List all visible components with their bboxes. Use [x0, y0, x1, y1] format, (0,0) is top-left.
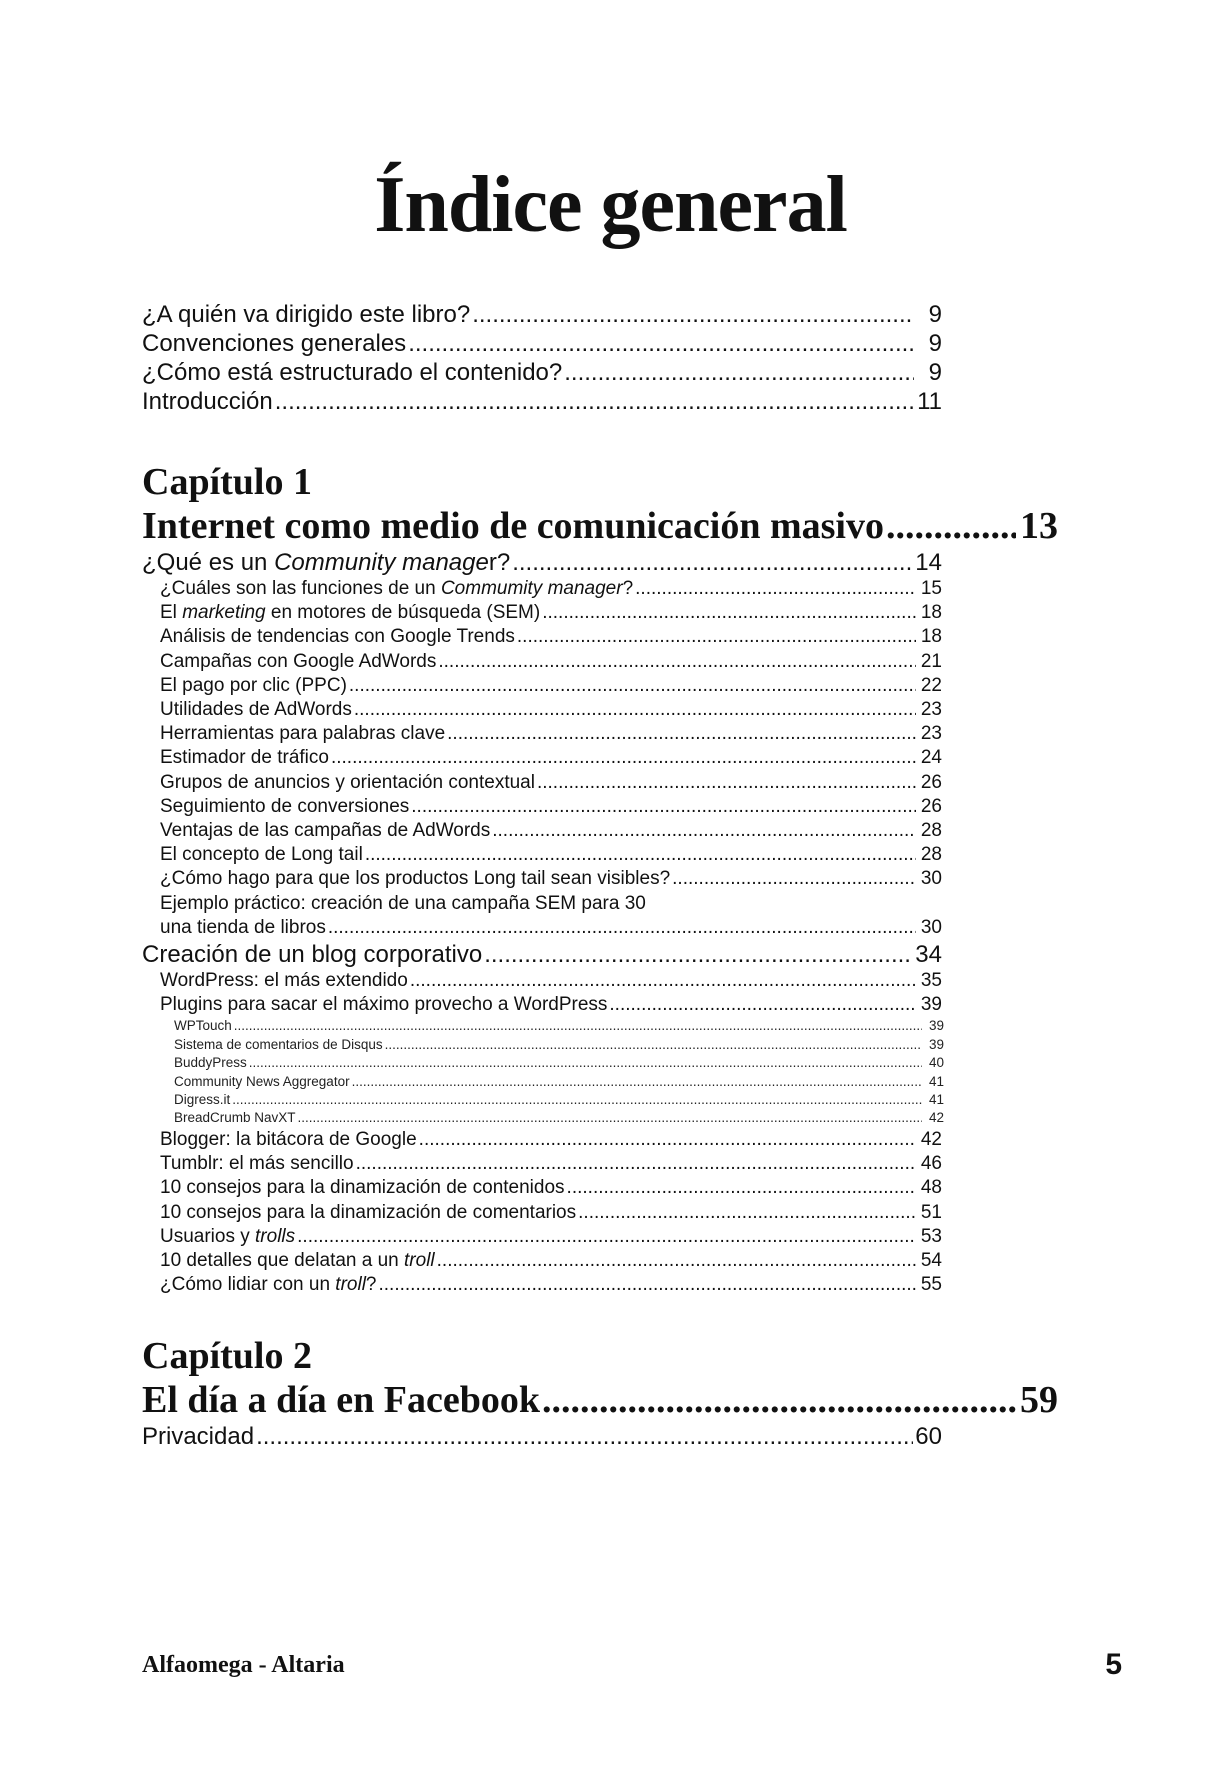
- front-matter-list: [142, 300, 1058, 416]
- toc-entry[interactable]: Convenciones generales ..... 9: [142, 329, 942, 358]
- chapter-2-section: [142, 1334, 1058, 1451]
- toc-subentry[interactable]: Herramientas para palabras clave ..... 23: [160, 722, 942, 746]
- toc-section-entry[interactable]: Privacidad ..... 60: [142, 1422, 942, 1451]
- toc-section-entry[interactable]: ¿Qué es un Community manager? ..... 14: [142, 548, 942, 577]
- toc-plugin-entry[interactable]: BuddyPress ..... 40: [174, 1054, 944, 1072]
- toc-subentry[interactable]: Grupos de anuncios y orientación contextual ..... 26: [160, 771, 942, 795]
- toc-subentry[interactable]: Análisis de tendencias con Google Trends ..... 18: [160, 625, 942, 649]
- toc-entry[interactable]: ¿Cómo está estructurado el contenido? ..... 9: [142, 358, 942, 387]
- chapter-2-title-entry[interactable]: El día a día en Facebook ..... 59: [142, 1378, 1058, 1422]
- toc-subentry[interactable]: El marketing en motores de búsqueda (SEM) ..... 18: [160, 601, 942, 625]
- toc-subentry[interactable]: Ventajas de las campañas de AdWords ..... 28: [160, 819, 942, 843]
- toc-plugin-entry[interactable]: Digress.it ..... 41: [174, 1091, 944, 1109]
- toc-subentry[interactable]: Usuarios y trolls ..... 53: [160, 1225, 942, 1249]
- toc-subentry-wrapped-line[interactable]: Ejemplo práctico: creación de una campaña SEM para 30: [160, 892, 646, 914]
- publisher-name: Alfaomega - Altaria: [142, 1652, 345, 1678]
- toc-subentry[interactable]: ¿Cómo hago para que los productos Long tail sean visibles? ..... 30: [160, 867, 942, 891]
- toc-subentry[interactable]: 10 consejos para la dinamización de comentarios ..... 51: [160, 1201, 942, 1225]
- toc-entry[interactable]: Introducción ..... 11: [142, 387, 942, 416]
- toc-subentry[interactable]: Tumblr: el más sencillo ..... 46: [160, 1152, 942, 1176]
- toc-entry[interactable]: ¿A quién va dirigido este libro? ..... 9: [142, 300, 942, 329]
- toc-plugin-entry[interactable]: Community News Aggregator ..... 41: [174, 1073, 944, 1091]
- toc-plugin-entry[interactable]: WPTouch ..... 39: [174, 1017, 944, 1035]
- toc-subentry[interactable]: ¿Cuáles son las funciones de un Commumity manager? ..... 15: [160, 577, 942, 601]
- toc-subentry[interactable]: ¿Cómo lidiar con un troll? ..... 55: [160, 1273, 942, 1297]
- toc-plugin-entry[interactable]: BreadCrumb NavXT ..... 42: [174, 1109, 944, 1127]
- toc-subentry[interactable]: Seguimiento de conversiones ..... 26: [160, 795, 942, 819]
- toc-subentry[interactable]: Plugins para sacar el máximo provecho a WordPress ..... 39: [160, 993, 942, 1017]
- page-title: Índice general: [374, 161, 847, 249]
- toc-subentry[interactable]: Estimador de tráfico ..... 24: [160, 746, 942, 770]
- toc-subentry[interactable]: 10 detalles que delatan a un troll ..... 54: [160, 1249, 942, 1273]
- chapter-1-section: [142, 460, 1058, 1297]
- page-number: 5: [1105, 1648, 1122, 1681]
- chapter-1-label: Capítulo 1: [142, 461, 312, 503]
- toc-subentry[interactable]: Campañas con Google AdWords ..... 21: [160, 650, 942, 674]
- toc-section-entry[interactable]: Creación de un blog corporativo ..... 34: [142, 940, 942, 969]
- toc-subentry[interactable]: El pago por clic (PPC) ..... 22: [160, 674, 942, 698]
- toc-subentry[interactable]: 10 consejos para la dinamización de contenidos ..... 48: [160, 1176, 942, 1200]
- toc-subentry[interactable]: Utilidades de AdWords ..... 23: [160, 698, 942, 722]
- toc-plugin-entry[interactable]: Sistema de comentarios de Disqus ..... 39: [174, 1036, 944, 1054]
- toc-subentry[interactable]: Blogger: la bitácora de Google ..... 42: [160, 1128, 942, 1152]
- toc-subentry[interactable]: WordPress: el más extendido ..... 35: [160, 969, 942, 993]
- toc-subentry[interactable]: una tienda de libros ..... 30: [160, 916, 942, 940]
- chapter-2-label: Capítulo 2: [142, 1335, 312, 1377]
- toc-subentry[interactable]: El concepto de Long tail ..... 28: [160, 843, 942, 867]
- chapter-1-title-entry[interactable]: Internet como medio de comunicación masivo ..... 13: [142, 504, 1058, 548]
- page-footer: [142, 1648, 1122, 1692]
